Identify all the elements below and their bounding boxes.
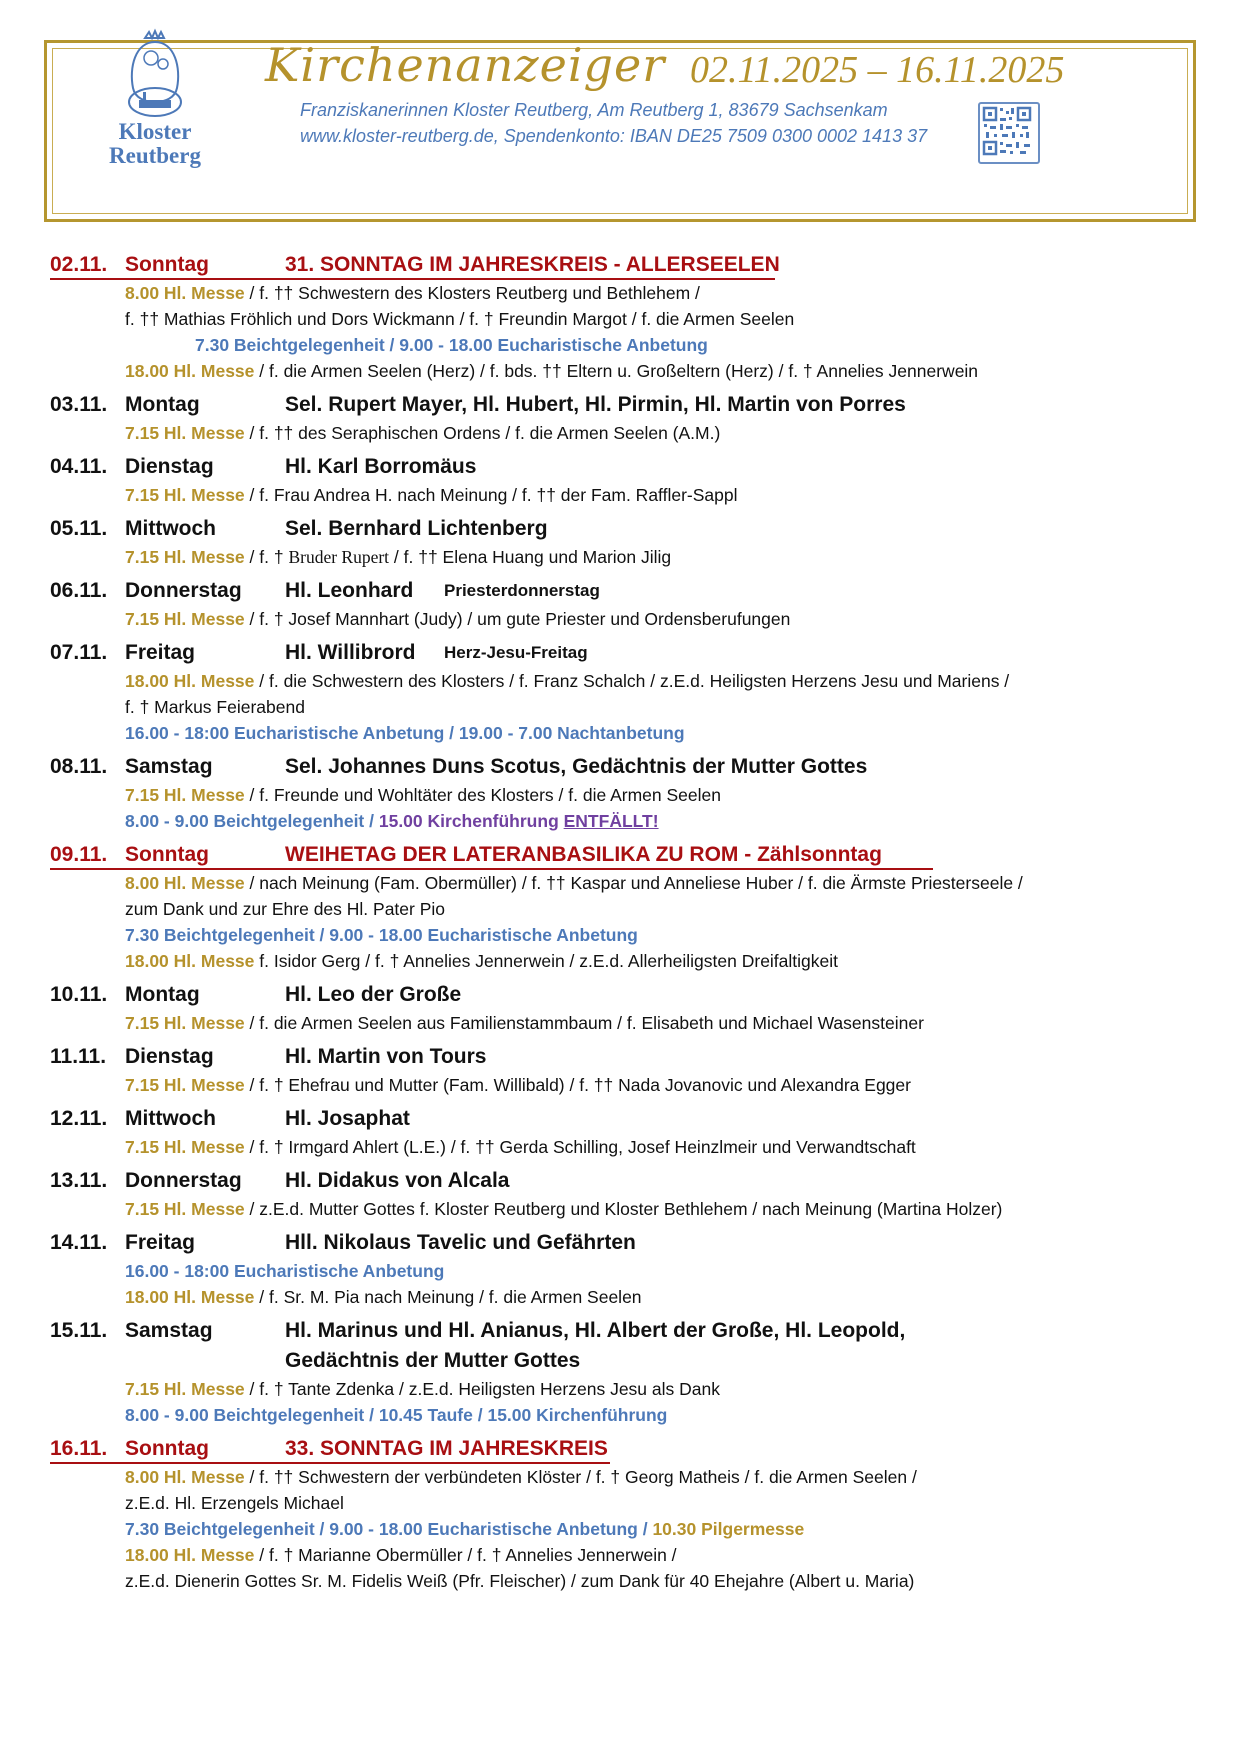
day-weekday: Freitag <box>125 641 196 664</box>
day-feast: 31. SONNTAG IM JAHRESKREIS - ALLERSEELEN <box>285 253 780 276</box>
day-entry <box>50 1104 1200 1160</box>
day-date: 03.11. <box>50 393 108 416</box>
day-feast: Hl. Martin von Tours <box>285 1045 487 1068</box>
mass-intentions: / f. † Ehefrau und Mutter (Fam. Willibald) / f. †† Nada Jovanovic und Alexandra Egger <box>244 1075 911 1095</box>
mass-time: 18.00 Hl. Messe <box>125 671 255 691</box>
day-weekday: Sonntag <box>125 843 209 866</box>
day-entry <box>50 638 1200 746</box>
day-date: 06.11. <box>50 579 108 602</box>
madonna-logo-icon <box>115 28 195 120</box>
day-feast: Hl. Karl Borromäus <box>285 455 477 478</box>
day-header <box>50 452 1200 482</box>
mass-line <box>125 1464 1200 1490</box>
day-header <box>50 980 1200 1010</box>
day-feast: Hl. Marinus und Hl. Anianus, Hl. Albert der Große, Hl. Leopold, <box>285 1319 906 1342</box>
mass-time: 18.00 Hl. Messe <box>125 951 255 971</box>
mass-line <box>125 782 1200 808</box>
mass-time: 7.15 Hl. Messe <box>125 423 245 443</box>
day-entry <box>50 1316 1200 1428</box>
mass-line <box>125 668 1200 694</box>
mass-line <box>125 358 1200 384</box>
day-note: Herz-Jesu-Freitag <box>444 643 588 662</box>
day-header <box>50 1042 1200 1072</box>
mass-intentions: / f. †† Schwestern der verbündeten Klöster / f. † Georg Matheis / f. die Armen Seelen / <box>244 1467 917 1487</box>
address-line: Franziskanerinnen Kloster Reutberg, Am Reutberg 1, 83679 Sachsenkam <box>300 100 888 120</box>
day-weekday: Mittwoch <box>125 1107 216 1130</box>
mass-line <box>125 1376 1200 1402</box>
day-date: 02.11. <box>50 253 108 276</box>
day-entry <box>50 576 1200 632</box>
mass-time: 7.15 Hl. Messe <box>125 1137 245 1157</box>
mass-time: 18.00 Hl. Messe <box>125 1545 255 1565</box>
mass-intentions: / f. †† Schwestern des Klosters Reutberg und Bethlehem / <box>244 283 700 303</box>
day-feast-continued: Gedächtnis der Mutter Gottes <box>285 1349 581 1372</box>
mass-time: 18.00 Hl. Messe <box>125 361 255 381</box>
intention-line: z.E.d. Dienerin Gottes Sr. M. Fidelis Weiß (Pfr. Fleischer) / zum Dank für 40 Ehejahre (Albert u. Maria) <box>125 1571 915 1591</box>
mass-intentions: / f. Freunde und Wohltäter des Klosters / f. die Armen Seelen <box>244 785 721 805</box>
mass-line <box>125 1196 1200 1222</box>
mass-intentions: / z.E.d. Mutter Gottes f. Kloster Reutberg und Kloster Bethlehem / nach Meinung (Martina Holzer) <box>244 1199 1003 1219</box>
mass-intentions: / f. † Tante Zdenka / z.E.d. Heiligsten Herzens Jesu als Dank <box>244 1379 720 1399</box>
day-header <box>50 1316 1200 1346</box>
mass-line <box>125 1542 1200 1568</box>
mass-intentions: / f. die Schwestern des Klosters / f. Franz Schalch / z.E.d. Heiligsten Herzens Jesu und Mariens / <box>254 671 1010 691</box>
web-bank-line: www.kloster-reutberg.de, Spendenkonto: IBAN DE25 7509 0300 0002 1413 37 <box>300 126 928 146</box>
day-weekday: Sonntag <box>125 253 209 276</box>
day-entry <box>50 752 1200 834</box>
confession-time: 8.00 - 9.00 Beichtgelegenheit / <box>125 811 379 831</box>
day-weekday: Samstag <box>125 755 213 778</box>
day-weekday: Montag <box>125 393 200 416</box>
day-date: 11.11. <box>50 1045 107 1068</box>
day-date: 07.11. <box>50 641 108 664</box>
date-range: 02.11.2025 – 16.11.2025 <box>690 49 1065 91</box>
mass-intentions: / f. †† Elena Huang und Marion Jilig <box>389 547 672 567</box>
day-date: 08.11. <box>50 755 108 778</box>
day-entry <box>50 1434 1200 1594</box>
day-feast: Sel. Johannes Duns Scotus, Gedächtnis der Mutter Gottes <box>285 755 868 778</box>
service-line: 16.00 - 18:00 Eucharistische Anbetung / 19.00 - 7.00 Nachtanbetung <box>125 723 685 743</box>
day-header <box>50 1166 1200 1196</box>
day-date: 16.11. <box>50 1437 108 1460</box>
day-header <box>50 752 1200 782</box>
page-title: Kirchenanzeiger <box>265 38 666 92</box>
day-weekday: Samstag <box>125 1319 213 1342</box>
day-weekday: Donnerstag <box>125 579 242 602</box>
mass-time: 7.15 Hl. Messe <box>125 547 245 567</box>
day-date: 12.11. <box>50 1107 108 1130</box>
mass-intentions: / f. Frau Andrea H. nach Meinung / f. †† der Fam. Raffler-Sappl <box>244 485 738 505</box>
intention-line: z.E.d. Hl. Erzengels Michael <box>125 1493 344 1513</box>
mass-intentions: / f. † Marianne Obermüller / f. † Annelies Jennerwein / <box>254 1545 677 1565</box>
cancelled-badge: ENTFÄLLT! <box>563 811 659 831</box>
mass-time: 18.00 Hl. Messe <box>125 1287 255 1307</box>
day-header <box>50 840 1200 870</box>
day-entry <box>50 980 1200 1036</box>
day-header <box>50 1104 1200 1134</box>
mass-intentions: / f. †† des Seraphischen Ordens / f. die Armen Seelen (A.M.) <box>244 423 721 443</box>
mass-time: 7.15 Hl. Messe <box>125 785 245 805</box>
mass-time: 8.00 Hl. Messe <box>125 283 245 303</box>
day-entry <box>50 1166 1200 1222</box>
day-weekday: Sonntag <box>125 1437 209 1460</box>
day-feast: Hl. Leo der Große <box>285 983 462 1006</box>
day-entry <box>50 840 1200 974</box>
mass-intentions: / f. † <box>244 547 289 567</box>
mass-line <box>125 870 1200 896</box>
mass-line <box>125 1072 1200 1098</box>
day-date: 13.11. <box>50 1169 108 1192</box>
day-entry <box>50 452 1200 508</box>
day-feast: Sel. Rupert Mayer, Hl. Hubert, Hl. Pirmin, Hl. Martin von Porres <box>285 393 906 416</box>
day-feast: Hll. Nikolaus Tavelic und Gefährten <box>285 1231 636 1254</box>
day-date: 10.11. <box>50 983 108 1006</box>
mass-line <box>125 606 1200 632</box>
intention-line: zum Dank und zur Ehre des Hl. Pater Pio <box>125 899 446 919</box>
day-feast: Hl. Leonhard <box>285 579 414 602</box>
day-entry <box>50 1228 1200 1310</box>
services: 7.30 Beichtgelegenheit / 9.00 - 18.00 Eucharistische Anbetung / <box>125 1519 653 1539</box>
mass-intentions: / f. † Josef Mannhart (Judy) / um gute Priester und Ordensberufungen <box>244 609 791 629</box>
day-weekday: Freitag <box>125 1231 196 1254</box>
mass-time: 7.15 Hl. Messe <box>125 1013 245 1033</box>
day-entry <box>50 514 1200 570</box>
service-line: 7.30 Beichtgelegenheit / 9.00 - 18.00 Eucharistische Anbetung <box>125 925 638 945</box>
mass-intentions: / nach Meinung (Fam. Obermüller) / f. †† Kaspar und Anneliese Huber / f. die Ärmste Priesterseele / <box>244 873 1023 893</box>
mass-time: 7.15 Hl. Messe <box>125 1379 245 1399</box>
day-entry <box>50 1042 1200 1098</box>
day-date: 15.11. <box>50 1319 108 1342</box>
service-line: 16.00 - 18:00 Eucharistische Anbetung <box>125 1261 445 1281</box>
day-date: 14.11. <box>50 1231 108 1254</box>
intention-line: f. † Markus Feierabend <box>125 697 305 717</box>
mass-time: 8.00 Hl. Messe <box>125 873 245 893</box>
day-header <box>50 576 1200 606</box>
day-feast: Hl. Willibrord <box>285 641 416 664</box>
day-header <box>50 638 1200 668</box>
qr-code-icon <box>978 102 1040 164</box>
logo <box>100 28 210 168</box>
day-feast: WEIHETAG DER LATERANBASILIKA ZU ROM - Zählsonntag <box>285 843 882 866</box>
day-weekday: Donnerstag <box>125 1169 242 1192</box>
logo-line-1: Kloster <box>118 119 192 144</box>
mass-intentions: f. Isidor Gerg / f. † Annelies Jennerwein / z.E.d. Allerheiligsten Dreifaltigkeit <box>254 951 839 971</box>
intention-line: f. †† Mathias Fröhlich und Dors Wickmann / f. † Freundin Margot / f. die Armen Seelen <box>125 309 795 329</box>
mass-line <box>125 1284 1200 1310</box>
service-line <box>125 808 1200 834</box>
mass-line <box>125 544 1200 570</box>
day-header <box>50 250 1200 280</box>
service-line: 8.00 - 9.00 Beichtgelegenheit / 10.45 Taufe / 15.00 Kirchenführung <box>125 1405 668 1425</box>
mass-intention-name: Bruder Rupert <box>288 547 390 567</box>
day-date: 04.11. <box>50 455 108 478</box>
day-feast: 33. SONNTAG IM JAHRESKREIS <box>285 1437 608 1460</box>
mass-time: 8.00 Hl. Messe <box>125 1467 245 1487</box>
day-header <box>50 514 1200 544</box>
day-weekday: Dienstag <box>125 455 214 478</box>
service-line: 7.30 Beichtgelegenheit / 9.00 - 18.00 Eucharistische Anbetung <box>195 335 708 355</box>
mass-intentions: / f. † Irmgard Ahlert (L.E.) / f. †† Gerda Schilling, Josef Heinzlmeir und Verwandtschaft <box>244 1137 916 1157</box>
mass-time: 7.15 Hl. Messe <box>125 485 245 505</box>
mass-line <box>125 948 1200 974</box>
mass-line <box>125 1010 1200 1036</box>
pilgrim-mass: 10.30 Pilgermesse <box>652 1519 805 1539</box>
mass-intentions: / f. Sr. M. Pia nach Meinung / f. die Armen Seelen <box>254 1287 642 1307</box>
day-entry <box>50 250 1200 384</box>
logo-line-2: Reutberg <box>109 143 201 168</box>
mass-time: 7.15 Hl. Messe <box>125 609 245 629</box>
day-weekday: Montag <box>125 983 200 1006</box>
day-date: 05.11. <box>50 517 108 540</box>
day-header <box>50 390 1200 420</box>
day-feast: Hl. Josaphat <box>285 1107 410 1130</box>
schedule <box>50 250 1200 1600</box>
day-entry <box>50 390 1200 446</box>
service-line <box>125 1516 1200 1542</box>
mass-intentions: / f. die Armen Seelen (Herz) / f. bds. †† Eltern u. Großeltern (Herz) / f. † Annelies Jennerwein <box>254 361 979 381</box>
day-feast: Hl. Didakus von Alcala <box>285 1169 510 1192</box>
day-weekday: Dienstag <box>125 1045 214 1068</box>
mass-time: 7.15 Hl. Messe <box>125 1075 245 1095</box>
tour-time: 15.00 Kirchenführung <box>378 811 564 831</box>
day-weekday: Mittwoch <box>125 517 216 540</box>
mass-line <box>125 420 1200 446</box>
mass-time: 7.15 Hl. Messe <box>125 1199 245 1219</box>
day-feast: Sel. Bernhard Lichtenberg <box>285 517 548 540</box>
mass-line <box>125 482 1200 508</box>
mass-intentions: / f. die Armen Seelen aus Familienstammbaum / f. Elisabeth und Michael Wasensteiner <box>244 1013 924 1033</box>
day-header <box>50 1228 1200 1258</box>
day-header <box>50 1434 1200 1464</box>
day-note: Priesterdonnerstag <box>444 581 600 600</box>
day-date: 09.11. <box>50 843 108 866</box>
mass-line <box>125 1134 1200 1160</box>
mass-line <box>125 280 1200 306</box>
